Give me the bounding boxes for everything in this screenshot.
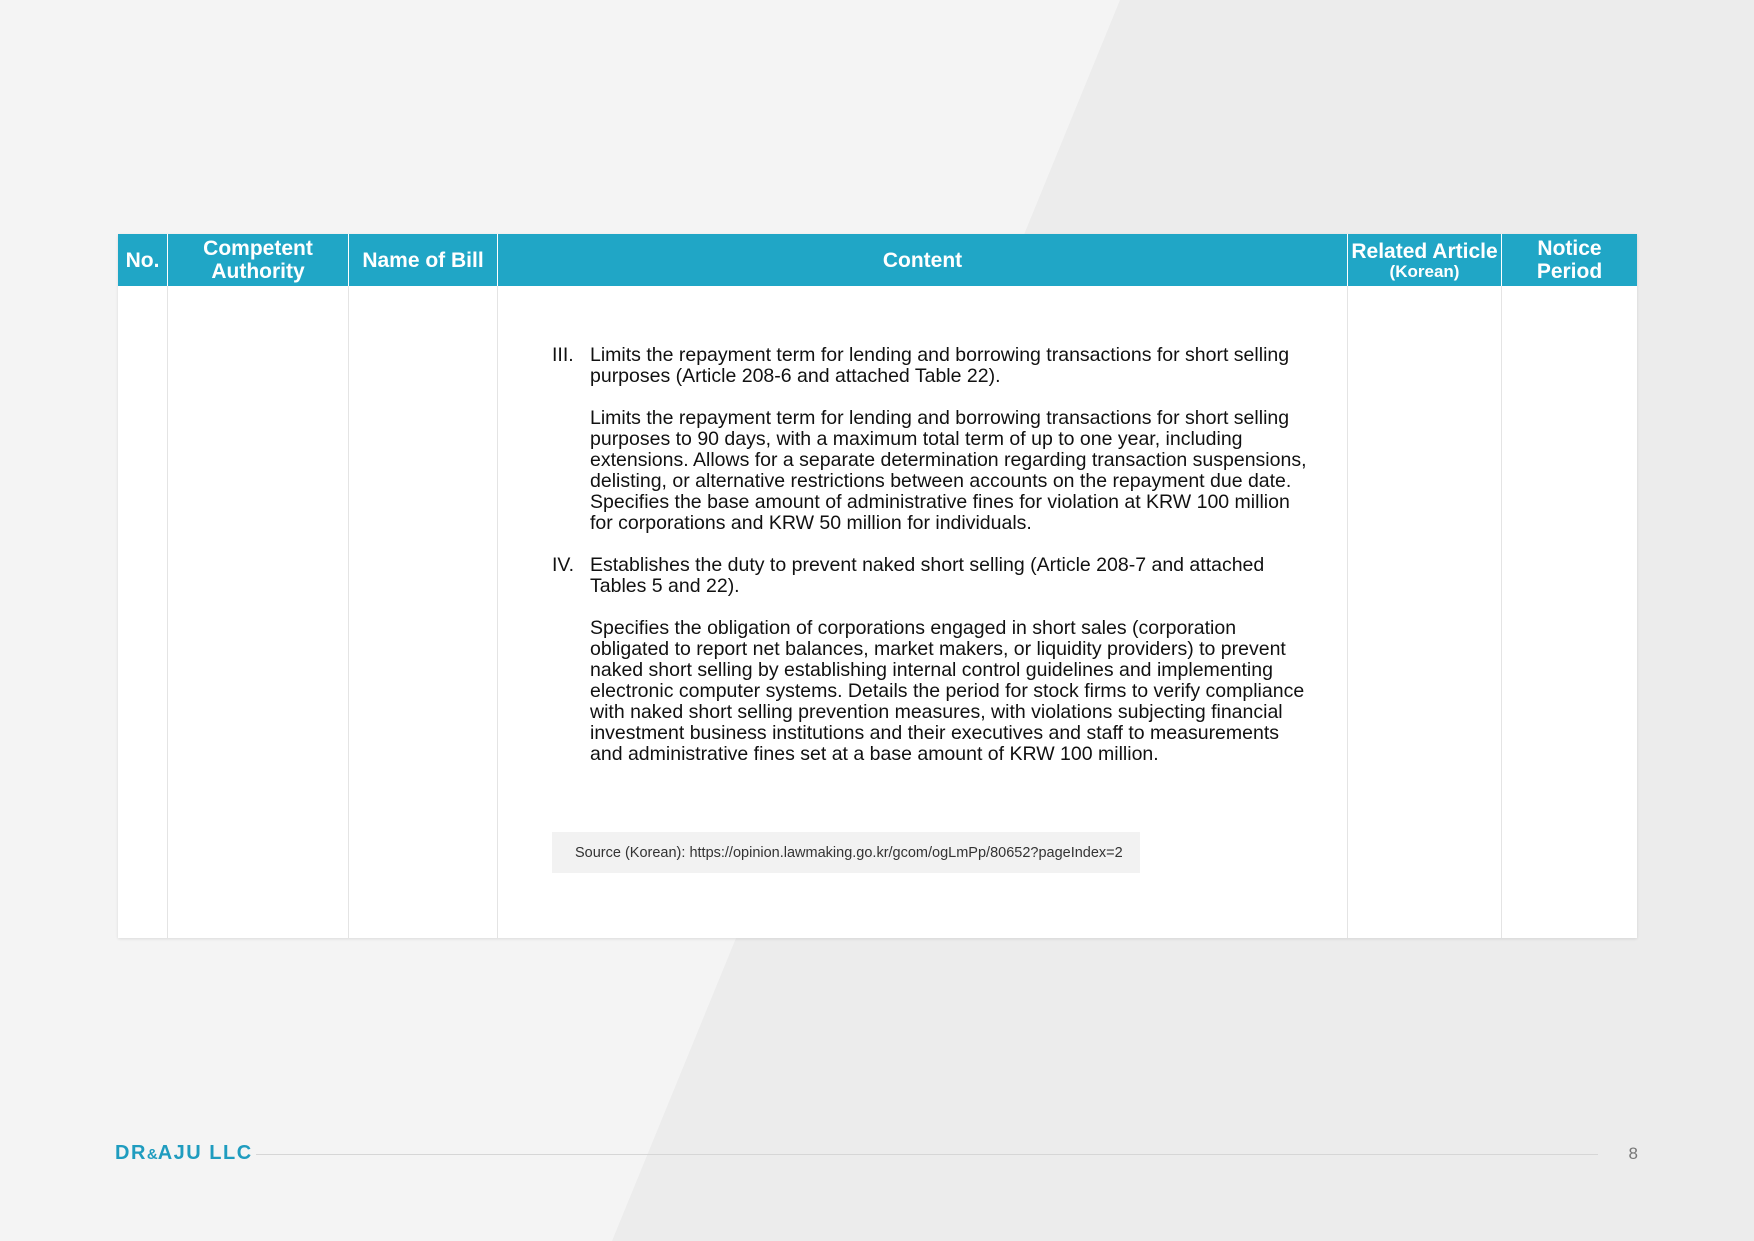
cell-competent-authority xyxy=(168,286,349,938)
header-notice-period: Notice Period xyxy=(1536,237,1603,283)
item-title: Establishes the duty to prevent naked short selling (Article 208-7 and attached Tables 5 and 22). xyxy=(590,554,1265,597)
brand-logo: DR&AJU LLC xyxy=(115,1142,253,1164)
item-description: Limits the repayment term for lending and borrowing transactions for short selling purposes to 90 days, with a maximum total term of up to one year, including extensions. Allows for a separate determination regarding transaction suspensions, delisting, or alternative restrictions between accounts on the repayment due date. Specifies the base amount of administrative fines for violation at KRW 100 million for corporations and KRW 50 million for individuals. xyxy=(590,407,1307,534)
item-description: Specifies the obligation of corporations engaged in short sales (corporation obligated to report net balances, market makers, or liquidity providers) to prevent naked short selling by establishing internal control guidelines and implementing electronic computer systems. Details the period for stock firms to verify compliance with naked short selling prevention measures, with violations subjecting financial investment business institutions and their executives and staff to measurements and administrative fines set at a base amount of KRW 100 million. xyxy=(590,617,1305,765)
header-content: Content xyxy=(498,234,1348,286)
cell-no xyxy=(118,286,168,938)
page-number: 8 xyxy=(1628,1144,1638,1163)
source-citation: Source (Korean): https://opinion.lawmaking.go.kr/gcom/ogLmPp/80652?pageIndex=2 xyxy=(552,832,1140,873)
cell-content xyxy=(498,286,1348,938)
bill-table xyxy=(118,234,1637,938)
table-row xyxy=(118,286,1637,938)
item-title: Limits the repayment term for lending and borrowing transactions for short selling purposes (Article 208-6 and attached Table 22). xyxy=(590,344,1290,387)
header-name-of-bill: Name of Bill xyxy=(349,234,498,286)
header-no: No. xyxy=(118,234,168,286)
cell-related-article xyxy=(1348,286,1502,938)
header-competent-authority: Competent Authority xyxy=(168,234,349,286)
footer-divider xyxy=(256,1154,1598,1155)
content-item-iii xyxy=(552,345,1312,534)
cell-name-of-bill xyxy=(349,286,498,938)
header-related-article: Related Article (Korean) xyxy=(1348,234,1502,286)
cell-notice-period xyxy=(1502,286,1637,938)
item-numeral: III. xyxy=(552,344,574,366)
table-header xyxy=(118,234,1637,286)
content-item-iv xyxy=(552,555,1312,765)
item-numeral: IV. xyxy=(552,554,575,576)
